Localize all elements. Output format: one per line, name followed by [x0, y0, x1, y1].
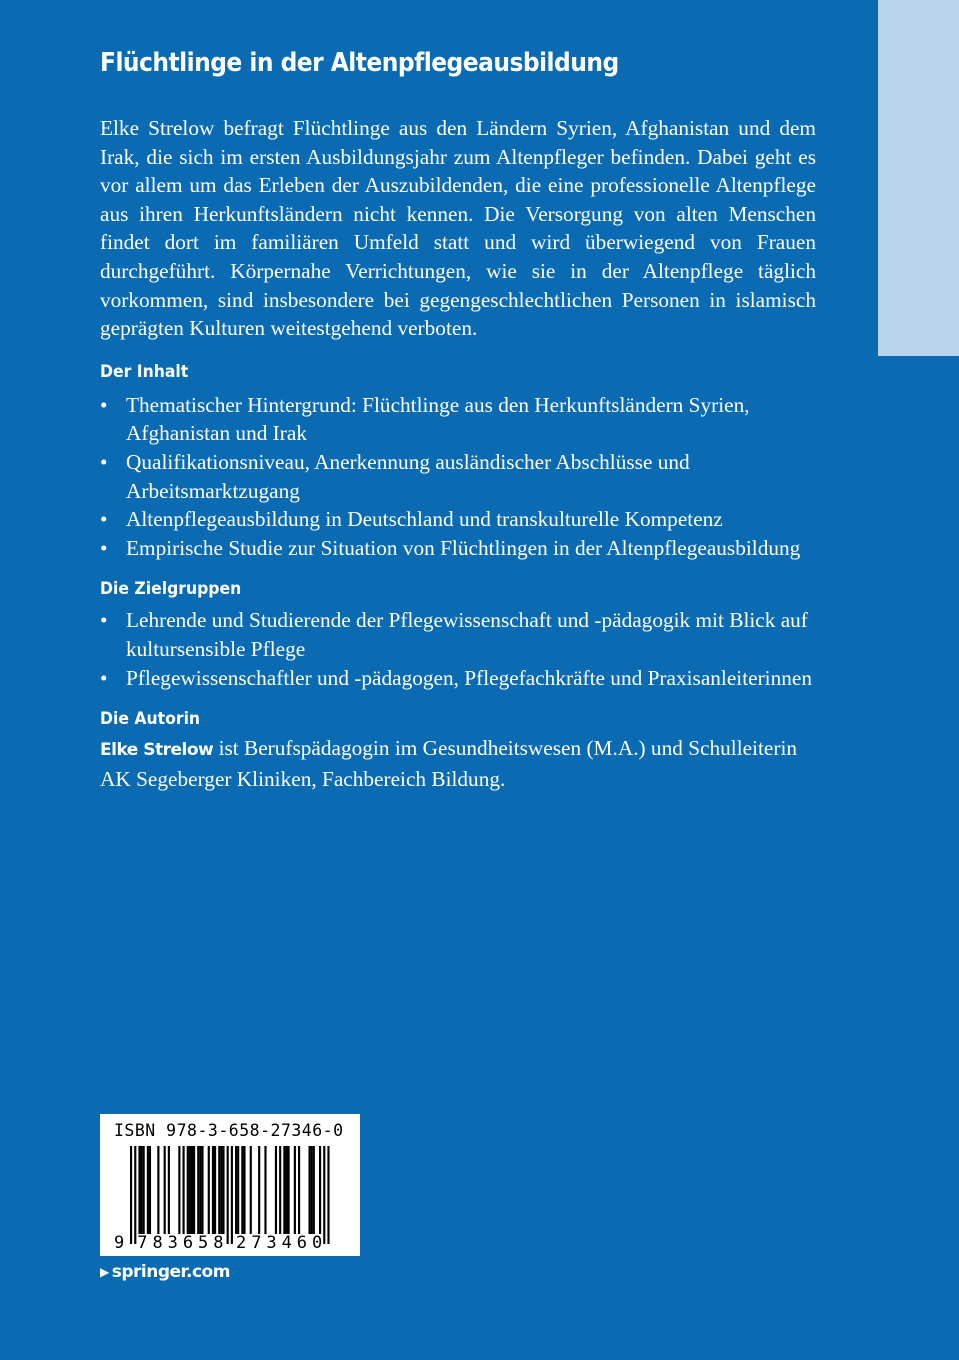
barcode-bar — [243, 1146, 245, 1234]
list-item: • Empirische Studie zur Situation von Flüchtlingen in der Altenpflegeausbildung — [100, 534, 816, 563]
barcode-bar — [319, 1146, 321, 1234]
contents-heading: Der Inhalt — [100, 361, 189, 382]
list-item: • Lehrende und Studierende der Pflegewissenschaft und -pädagogik mit Blick auf kultursensible Pflege — [100, 608, 808, 661]
barcode-bar — [147, 1146, 149, 1234]
barcode-bar — [189, 1146, 191, 1234]
author-bio-text: ist Berufspädagogin im Gesundheitswesen (M.A.) und Schulleiterin AK Segeberger Kliniken, Fachbereich Bildung. — [100, 736, 798, 791]
barcode-first-digit: 9 — [114, 1233, 125, 1253]
barcode-bar — [212, 1146, 214, 1234]
barcode-bar — [143, 1146, 145, 1234]
isbn-barcode — [100, 1114, 360, 1256]
barcode-bar — [311, 1146, 313, 1234]
barcode-bar — [279, 1146, 281, 1234]
barcode-bar — [168, 1146, 170, 1234]
barcode-bar — [178, 1146, 180, 1234]
back-cover-content — [100, 42, 816, 793]
barcode-guard-bar — [227, 1146, 229, 1244]
barcode-bar — [264, 1146, 266, 1234]
barcode-guard-bar — [134, 1146, 136, 1244]
barcode-bar — [241, 1146, 243, 1234]
barcode-guard-bar — [130, 1146, 132, 1244]
barcode-graphic — [100, 1114, 360, 1256]
barcode-bar — [193, 1146, 195, 1234]
bullet-icon: • — [100, 535, 108, 560]
barcode-bar — [218, 1146, 220, 1234]
publisher-link[interactable] — [100, 1262, 230, 1282]
barcode-bar — [214, 1146, 216, 1234]
bullet-icon: • — [100, 449, 108, 474]
barcode-bar — [283, 1146, 285, 1234]
barcode-bar — [199, 1146, 201, 1234]
barcode-bar — [275, 1146, 277, 1234]
barcode-guard-bar — [231, 1146, 233, 1244]
barcode-bar — [309, 1146, 311, 1234]
side-color-stripe — [878, 0, 959, 356]
barcode-bar — [222, 1146, 224, 1234]
barcode-left-digits: 783658 — [137, 1233, 224, 1253]
isbn-label: ISBN 978-3-658-27346-0 — [114, 1121, 344, 1140]
bullet-icon: • — [100, 507, 108, 532]
barcode-bar — [138, 1146, 140, 1234]
barcode-guard-bar — [327, 1146, 329, 1244]
barcode-bar — [201, 1146, 203, 1234]
barcode-bar — [183, 1146, 185, 1234]
list-item: • Pflegewissenschaftler und -pädagogen, Pflegefachkräfte und Praxisanleiterinnen — [100, 664, 816, 693]
barcode-bar — [313, 1146, 315, 1234]
barcode-bar — [157, 1146, 159, 1234]
author-bio — [100, 734, 816, 793]
bullet-icon: • — [100, 392, 108, 417]
publisher-url: springer.com — [111, 1262, 230, 1282]
author-heading: Die Autorin — [100, 709, 201, 730]
book-title: Flüchtlinge in der Altenpflegeausbildung — [100, 48, 619, 78]
barcode-bar — [141, 1146, 143, 1234]
target-groups-heading: Die Zielgruppen — [100, 579, 242, 600]
barcode-bar — [250, 1146, 252, 1234]
author-name: Elke Strelow — [100, 740, 214, 761]
bullet-icon: • — [100, 608, 108, 633]
barcode-bar — [294, 1146, 296, 1234]
list-item: • Thematischer Hintergrund: Flüchtlinge aus den Herkunftsländern Syrien, Afghanistan und Irak — [100, 392, 750, 446]
barcode-bar — [187, 1146, 189, 1234]
barcode-bar — [220, 1146, 222, 1234]
barcode-bar — [164, 1146, 166, 1234]
barcode-right-digits: 273460 — [236, 1233, 323, 1253]
intro-paragraph: Elke Strelow befragt Flüchtlinge aus den Ländern Syrien, Afghanistan und dem Irak, die sich im ersten Ausbildungsjahr zum Altenpfleger befinden. Dabei geht es vor allem um das Erleben der Auszubildenden, die eine professionelle Altenpflege aus ihren Herkunftsländern nicht kennen. Die Versorgung von alten Menschen findet dort im familiären Umfeld statt und wird überwiegend von Frauen durchgeführt. Körpernahe Verrichtungen, wie sie in der Altenpflege täglich vorkommen, sind insbesondere bei gegengeschlechtlichen Personen in islamisch geprägten Kulturen weitestgehend verboten. — [100, 116, 816, 341]
barcode-bar — [208, 1146, 210, 1234]
contents-list — [100, 391, 816, 563]
barcode-bar — [197, 1146, 199, 1234]
barcode-bar — [258, 1146, 260, 1234]
barcode-bar — [235, 1146, 237, 1234]
barcode-bar — [288, 1146, 290, 1234]
barcode-bar — [285, 1146, 287, 1234]
arrow-right-icon: ▶ — [100, 1265, 109, 1279]
barcode-bar — [149, 1146, 151, 1234]
barcode-guard-bar — [323, 1146, 325, 1244]
barcode-bar — [237, 1146, 239, 1234]
list-item: • Qualifikationsniveau, Anerkennung ausländischer Abschlüsse und Arbeitsmarktzugang — [100, 449, 690, 503]
barcode-bar — [298, 1146, 300, 1234]
barcode-bar — [191, 1146, 193, 1234]
target-groups-list — [100, 606, 816, 692]
bullet-icon: • — [100, 665, 108, 690]
list-item: • Altenpflegeausbildung in Deutschland und transkulturelle Kompetenz — [100, 505, 816, 534]
